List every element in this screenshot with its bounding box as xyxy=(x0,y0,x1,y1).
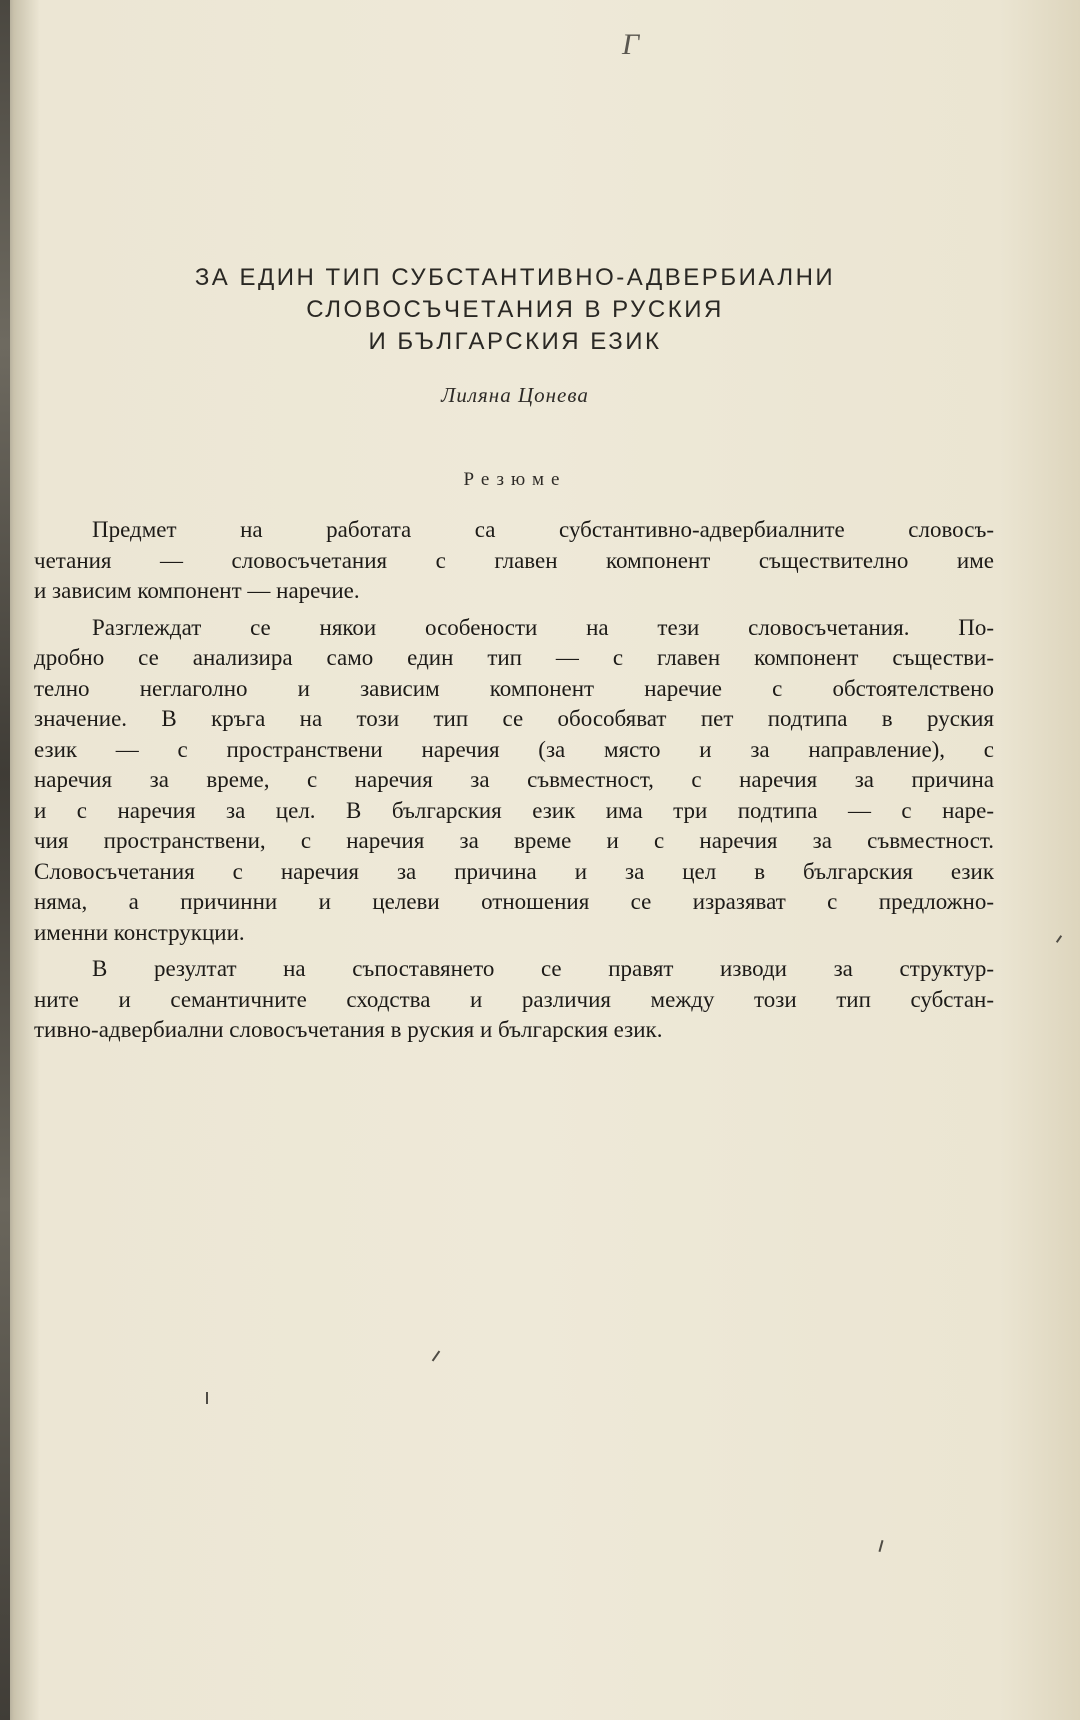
paragraph-3 xyxy=(34,954,994,1046)
text-line: и зависим компонент — наречие. xyxy=(34,578,360,603)
title-line: СЛОВОСЪЧЕТАНИЯ В РУСКИЯ xyxy=(306,296,724,323)
text-line: Предмет на работата са субстантивно-адвербиалните словосъ- xyxy=(92,517,994,542)
summary-body xyxy=(34,515,994,1046)
text-line: телно неглаголно и зависим компонент наречие с обстоятелствено xyxy=(34,675,994,701)
text-line: значение. В кръга на този тип се обособяват пет подтипа в руския xyxy=(34,706,994,731)
text-line: дробно се анализира само един тип — с главен компонент съществи- xyxy=(34,645,994,670)
text-line: четания — словосъчетания с главен компонент съществително име xyxy=(34,547,994,573)
paper-speck xyxy=(206,1392,208,1404)
text-line: наречия за време, с наречия за съвместност, с наречия за причина xyxy=(34,767,994,792)
title-line: И БЪЛГАРСКИЯ ЕЗИК xyxy=(368,328,662,355)
text-line: Разглеждат се някои особености на тези словосъчетания. По- xyxy=(92,614,994,640)
paragraph-2 xyxy=(34,613,994,949)
text-line: тивно-адвербиални словосъчетания в руския и българския език. xyxy=(34,1017,663,1042)
paper-speck xyxy=(1056,935,1062,943)
article-title xyxy=(120,262,910,358)
text-line: ните и семантичните сходства и различия между този тип субстан- xyxy=(34,986,994,1012)
text-line: и с наречия за цел. В българския език има три подтипа — с наре- xyxy=(34,797,994,823)
text-line: Словосъчетания с наречия за причина и за цел в българския език xyxy=(34,858,994,884)
stray-pencil-mark: Г xyxy=(622,28,640,61)
title-line: ЗА ЕДИН ТИП СУБСТАНТИВНО-АДВЕРБИАЛНИ xyxy=(194,264,836,291)
page-binding-edge xyxy=(0,0,10,1720)
text-line: няма, а причинни и целеви отношения се изразяват с предложно- xyxy=(34,889,994,914)
summary-heading: Резюме xyxy=(463,469,567,490)
text-line: език — с пространствени наречия (за място и за направление), с xyxy=(34,736,994,762)
text-line: именни конструкции. xyxy=(34,919,245,945)
paragraph-1 xyxy=(34,515,994,607)
paper-speck xyxy=(432,1351,441,1362)
text-line: чия пространствени, с наречия за време и с наречия за съвместност. xyxy=(34,828,994,853)
author-name: Лиляна Цонева xyxy=(441,383,589,407)
paper-speck xyxy=(878,1540,883,1552)
text-line: В резултат на съпоставянето се правят изводи за структур- xyxy=(92,956,994,981)
